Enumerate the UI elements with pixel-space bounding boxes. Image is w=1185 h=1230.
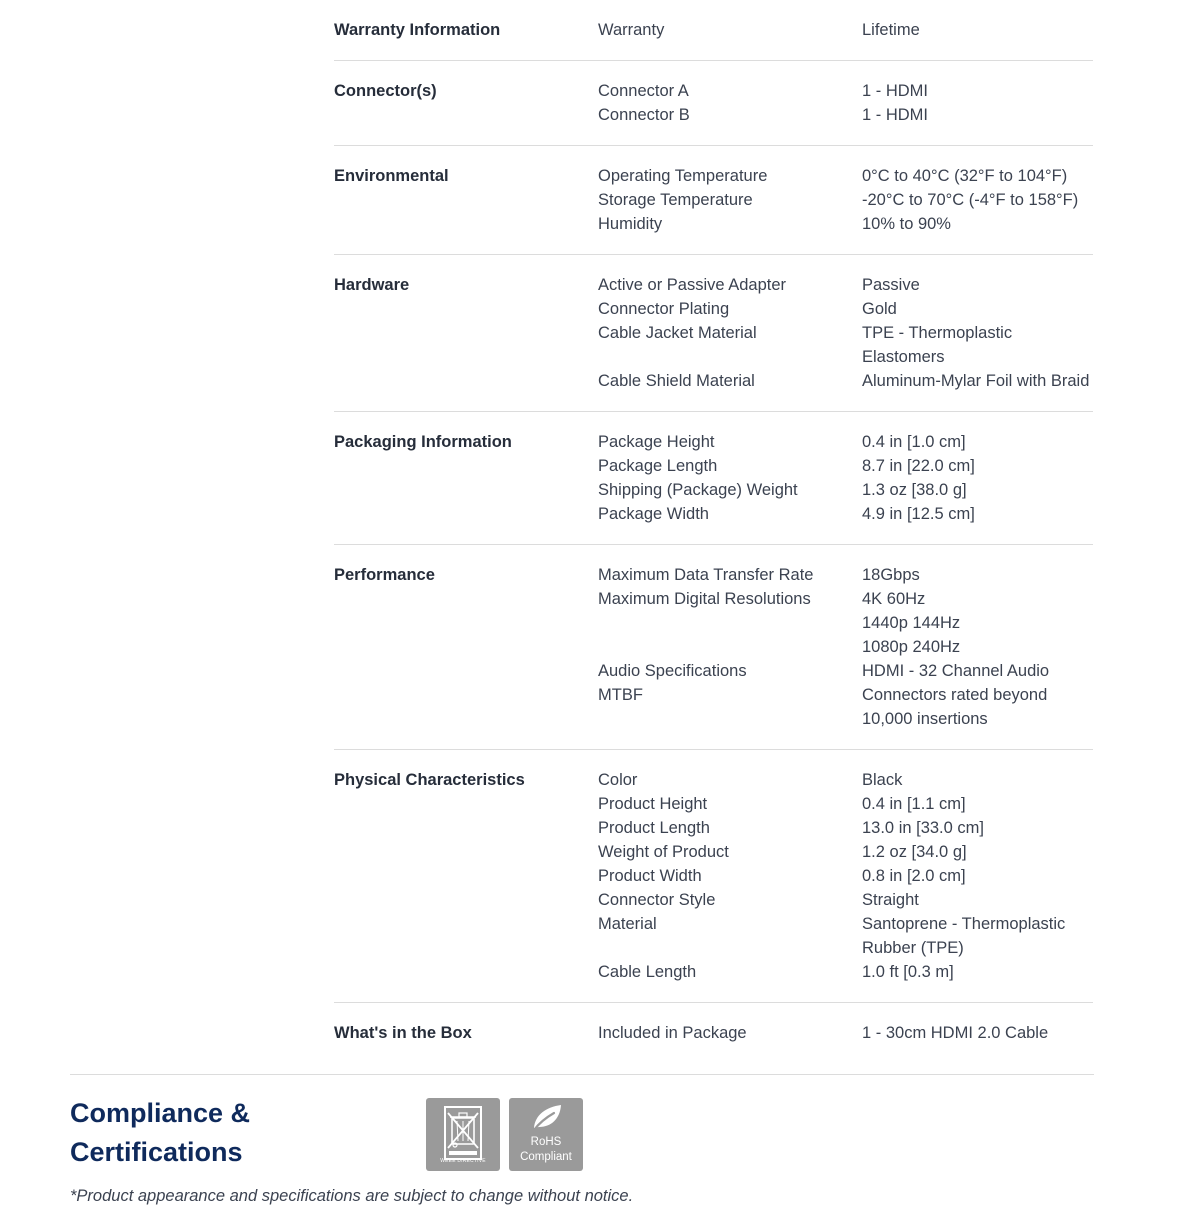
spec-row (598, 273, 1093, 297)
specifications-table (334, 0, 1093, 1063)
section-rows (598, 768, 1093, 984)
spec-row (598, 659, 1093, 683)
section-rows (598, 1021, 1093, 1045)
spec-value-line: 4K 60Hz (862, 590, 926, 608)
rohs-compliant-label: Compliant (520, 1151, 572, 1163)
section-rows (598, 563, 1093, 731)
spec-section-performance (334, 545, 1093, 750)
spec-section-environmental (334, 146, 1093, 255)
spec-label: Connector A (598, 82, 689, 100)
spec-label: Package Height (598, 433, 715, 451)
weee-badge (426, 1098, 500, 1171)
spec-row (598, 502, 1093, 526)
spec-label: Cable Length (598, 963, 697, 981)
spec-value: 4.9 in [12.5 cm] (862, 505, 975, 523)
spec-value: HDMI - 32 Channel Audio (862, 662, 1050, 680)
spec-value: Straight (862, 891, 919, 909)
spec-row (598, 18, 1093, 42)
certification-badges (426, 1098, 583, 1171)
spec-value: 1.3 oz [38.0 g] (862, 481, 967, 499)
spec-row (598, 768, 1093, 792)
spec-row (598, 1021, 1093, 1045)
spec-label: Humidity (598, 215, 663, 233)
spec-label: Product Width (598, 867, 702, 885)
spec-row (598, 792, 1093, 816)
spec-value: Passive (862, 276, 920, 294)
spec-value: 10% to 90% (862, 215, 951, 233)
spec-section-packaging (334, 412, 1093, 545)
spec-value-line: 1440p 144Hz (862, 614, 961, 632)
section-title: Physical Characteristics (334, 771, 525, 789)
spec-value: 1.2 oz [34.0 g] (862, 843, 967, 861)
spec-label: Included in Package (598, 1024, 747, 1042)
spec-label: Shipping (Package) Weight (598, 481, 798, 499)
spec-label: Weight of Product (598, 843, 729, 861)
spec-label: Audio Specifications (598, 662, 747, 680)
rohs-badge (509, 1098, 583, 1171)
spec-value: 0°C to 40°C (32°F to 104°F) (862, 167, 1068, 185)
spec-row (598, 103, 1093, 127)
spec-row (598, 912, 1093, 960)
spec-value: Black (862, 771, 903, 789)
leaf-icon (509, 1098, 583, 1138)
section-rows (598, 18, 1093, 42)
spec-row (598, 816, 1093, 840)
spec-row (598, 840, 1093, 864)
section-title: Connector(s) (334, 82, 437, 100)
spec-value-multiline (862, 587, 1093, 659)
section-title: What's in the Box (334, 1024, 472, 1042)
spec-value: Gold (862, 300, 897, 318)
spec-value: -20°C to 70°C (-4°F to 158°F) (862, 191, 1079, 209)
spec-row (598, 960, 1093, 984)
spec-row (598, 478, 1093, 502)
spec-row (598, 587, 1093, 659)
weee-caption: WEEE DIRECTIVE (440, 1158, 486, 1164)
spec-section-hardware (334, 255, 1093, 412)
section-rows (598, 164, 1093, 236)
spec-label: Connector B (598, 106, 690, 124)
spec-value: Santoprene - Thermoplastic Rubber (TPE) (862, 915, 1066, 957)
spec-label: Maximum Data Transfer Rate (598, 566, 814, 584)
spec-value: 1 - HDMI (862, 106, 928, 124)
spec-label: Color (598, 771, 638, 789)
section-title: Hardware (334, 276, 410, 294)
spec-value: 18Gbps (862, 566, 920, 584)
spec-value: 0.8 in [2.0 cm] (862, 867, 966, 885)
spec-label: Material (598, 915, 657, 933)
spec-value: Connectors rated beyond 10,000 insertions (862, 686, 1048, 728)
section-title: Performance (334, 566, 435, 584)
spec-value: 13.0 in [33.0 cm] (862, 819, 984, 837)
spec-label: Cable Shield Material (598, 372, 755, 390)
spec-row (598, 164, 1093, 188)
spec-label: Cable Jacket Material (598, 324, 757, 342)
spec-label: Connector Style (598, 891, 716, 909)
spec-label: Maximum Digital Resolutions (598, 590, 811, 608)
spec-row (598, 864, 1093, 888)
spec-label: Warranty (598, 21, 665, 39)
spec-label: Active or Passive Adapter (598, 276, 787, 294)
spec-value: 0.4 in [1.1 cm] (862, 795, 966, 813)
spec-value: 1 - HDMI (862, 82, 928, 100)
spec-label: Operating Temperature (598, 167, 768, 185)
compliance-heading (70, 1094, 370, 1172)
section-rows (598, 430, 1093, 526)
spec-label: Connector Plating (598, 300, 730, 318)
spec-label: Package Length (598, 457, 718, 475)
spec-value: Aluminum-Mylar Foil with Braid (862, 372, 1090, 390)
spec-row (598, 454, 1093, 478)
spec-value: Lifetime (862, 21, 920, 39)
spec-label: MTBF (598, 686, 643, 704)
spec-row (598, 212, 1093, 236)
spec-row (598, 888, 1093, 912)
spec-section-connectors (334, 61, 1093, 146)
spec-row (598, 683, 1093, 731)
spec-row (598, 430, 1093, 454)
spec-label: Product Length (598, 819, 710, 837)
section-title: Warranty Information (334, 21, 501, 39)
spec-section-warranty (334, 0, 1093, 61)
section-divider (70, 1074, 1094, 1075)
spec-label: Package Width (598, 505, 709, 523)
spec-value: 1.0 ft [0.3 m] (862, 963, 954, 981)
section-rows (598, 273, 1093, 393)
spec-label: Product Height (598, 795, 708, 813)
spec-value: 0.4 in [1.0 cm] (862, 433, 966, 451)
compliance-heading-line1: Compliance & (70, 1098, 251, 1128)
compliance-heading-line2: Certifications (70, 1137, 243, 1167)
spec-value-line: 1080p 240Hz (862, 638, 961, 656)
spec-row (598, 563, 1093, 587)
spec-value: 1 - 30cm HDMI 2.0 Cable (862, 1024, 1049, 1042)
spec-value: TPE - Thermoplastic Elastomers (862, 324, 1013, 366)
rohs-label: RoHS (530, 1136, 562, 1148)
disclaimer-text: *Product appearance and specifications are subject to change without notice. (70, 1187, 634, 1205)
section-title: Packaging Information (334, 433, 512, 451)
spec-row (598, 79, 1093, 103)
spec-row (598, 188, 1093, 212)
spec-row (598, 321, 1093, 369)
rohs-text (509, 1135, 583, 1165)
section-rows (598, 79, 1093, 127)
spec-section-whats-in-box (334, 1003, 1093, 1063)
spec-value: 8.7 in [22.0 cm] (862, 457, 975, 475)
spec-section-physical (334, 750, 1093, 1003)
spec-label: Storage Temperature (598, 191, 753, 209)
spec-row (598, 369, 1093, 393)
spec-row (598, 297, 1093, 321)
section-title: Environmental (334, 167, 449, 185)
